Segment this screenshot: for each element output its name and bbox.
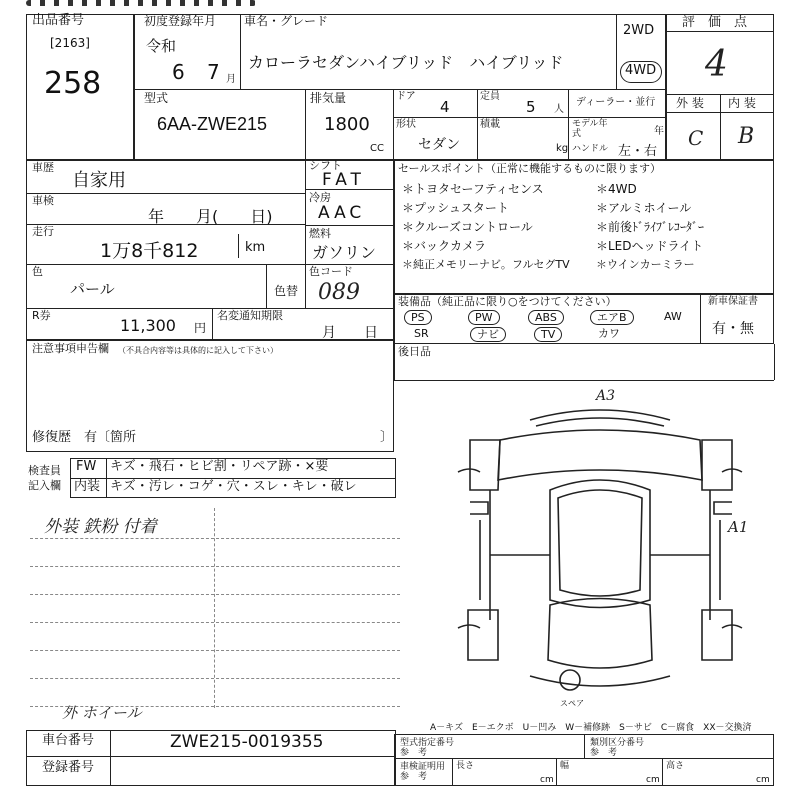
shift-label: シフト: [309, 159, 342, 172]
reg-month: 7: [207, 60, 220, 84]
inspection-label: 車検: [32, 194, 54, 207]
diagram-mark-top: A3: [596, 388, 616, 404]
selling-point: ＊クルーズコントロール: [402, 220, 533, 234]
exterior-grade: C: [688, 126, 704, 150]
lot-number: 258: [44, 66, 102, 101]
color-code-label: 色コード: [309, 265, 353, 278]
model-value: 6AA-ZWE215: [157, 114, 268, 134]
registration-label: 登録番号: [42, 760, 95, 775]
model-year-label: モデル年式: [572, 119, 608, 139]
doors-value: 4: [440, 98, 450, 116]
repair-label: 修復歴 有〔箇所: [32, 430, 137, 445]
chassis-label: 車台番号: [42, 733, 95, 748]
score-value: 4: [705, 44, 728, 85]
width-unit: cm: [646, 775, 660, 785]
divider: [134, 89, 666, 90]
color-change-label: 色替: [274, 284, 299, 298]
equipment-abs: ABS: [528, 310, 564, 325]
divider: [26, 193, 305, 194]
handle-label: ハンドル: [572, 144, 609, 154]
type-cert-label: 型式指定番号 参 考: [400, 738, 455, 758]
inspector-label: 検査員記入欄: [28, 464, 61, 492]
divider: [26, 756, 396, 757]
selling-point: ＊ウインカーミラー: [596, 258, 695, 271]
load-label: 積載: [480, 119, 500, 130]
divider: [240, 14, 241, 89]
divider: [393, 117, 666, 118]
divider: [212, 308, 213, 340]
reg-year: 6: [172, 60, 185, 84]
model-label: 型式: [144, 91, 169, 105]
diagram-mark-right: A1: [728, 518, 749, 536]
divider: [393, 89, 394, 160]
equipment-title: 装備品（純正品に限り○をつけてください）: [398, 295, 617, 308]
name-change-label: 名変通知期限: [217, 309, 283, 322]
after-items-label: 後日品: [398, 345, 431, 358]
car-diagram: [440, 380, 760, 710]
height-unit: cm: [756, 775, 770, 785]
score-label: 評 価 点: [682, 15, 748, 30]
selling-point: ＊バックカメラ: [402, 239, 487, 253]
car-name: カローラセダンハイブリッド ハイブリッド: [248, 53, 564, 72]
history-label: 車歴: [32, 161, 54, 174]
shape-value: セダン: [418, 137, 461, 153]
divider: [774, 344, 775, 380]
repair-end: 〕: [380, 430, 394, 445]
category-label: 類別区分番号 参 考: [590, 738, 645, 758]
equipment-pw: PW: [468, 310, 500, 325]
warranty-value: 有・無: [712, 321, 754, 337]
divider: [666, 31, 774, 32]
equipment-airbag: エアB: [590, 310, 634, 325]
note-line: [30, 566, 400, 567]
divider: [556, 758, 557, 786]
divider: [700, 294, 701, 344]
height-label: 高さ: [666, 761, 685, 771]
divider: [238, 234, 239, 258]
doors-label: ドア: [396, 91, 416, 102]
divider: [110, 730, 111, 786]
interior-label: 内 装: [728, 96, 756, 110]
first-reg-label: 初度登録年月: [144, 14, 217, 28]
shift-value: FAT: [322, 170, 366, 190]
kg-unit: kg: [556, 143, 569, 154]
capacity-label: 定員: [480, 91, 500, 102]
selling-point: ＊LEDヘッドライト: [596, 239, 704, 253]
divider: [305, 189, 394, 190]
divider: [26, 308, 394, 309]
equipment-sr: SR: [414, 327, 429, 340]
divider: [305, 160, 306, 264]
lot-label: 出品番号: [32, 13, 85, 28]
divider: [584, 734, 585, 758]
divider: [394, 344, 395, 380]
note-line: [30, 594, 400, 595]
width-label: 幅: [560, 761, 570, 771]
handwritten-note-2: 外 ホイール: [62, 704, 142, 722]
shape-label: 形状: [396, 119, 416, 130]
mileage-value: 1万8千812: [100, 240, 199, 262]
recycle-label: R券: [32, 309, 51, 322]
yen-unit: 円: [194, 321, 207, 335]
cc-unit: CC: [370, 143, 384, 154]
handwritten-note-1: 外装 鉄粉 付着: [44, 517, 157, 537]
vehicle-cert-label: 車検証明用 参 考: [400, 762, 446, 782]
divider: [305, 225, 394, 226]
ac-value: AAC: [318, 203, 366, 223]
fw-items: キズ・飛石・ヒビ割・リペア跡・×要: [110, 459, 329, 474]
damage-legend: A－キズ E－エクボ U－凹み W－補修跡 S－サビ C－腐食 XX－交換済: [430, 723, 752, 733]
selling-point: ＊トヨタセーフティセンス: [402, 182, 544, 196]
person-unit: 人: [554, 104, 564, 115]
interior-check-label: 内装: [74, 479, 101, 494]
divider: [616, 14, 617, 89]
era: 令和: [146, 37, 177, 55]
divider: [305, 264, 306, 308]
drive-2wd: 2WD: [623, 23, 655, 38]
exterior-label: 外 装: [676, 96, 704, 110]
drive-4wd: 4WD: [625, 63, 657, 78]
ac-label: 冷房: [309, 191, 331, 204]
equipment-tv: TV: [534, 327, 562, 342]
note-line: [30, 678, 400, 679]
notice-label: 注意事項申告欄: [32, 342, 109, 355]
selling-point: ＊アルミホイール: [596, 201, 692, 215]
spare-label: スペア: [560, 699, 584, 708]
displacement-label: 排気量: [310, 91, 347, 105]
interior-grade: B: [738, 124, 755, 149]
year-unit: 年: [654, 126, 664, 137]
warranty-label: 新車保証書: [708, 296, 758, 307]
divider: [477, 89, 478, 160]
note-line: [30, 622, 400, 623]
handle-value: 左・右: [618, 144, 658, 159]
color-label: 色: [32, 265, 43, 278]
divider: [662, 758, 663, 786]
inspection-value: 年 月( 日): [148, 207, 273, 226]
divider: [305, 89, 306, 160]
selling-point: ＊前後ﾄﾞﾗｲﾌﾞﾚｺｰﾀﾞｰ: [596, 220, 705, 234]
length-label: 長さ: [456, 761, 475, 771]
recycle-value: 11,300: [120, 316, 176, 335]
equipment-navi: ナビ: [470, 327, 506, 342]
divider: [266, 264, 267, 308]
name-change-value: 月 日: [322, 325, 378, 341]
divider: [394, 758, 774, 759]
top-dots: [26, 0, 256, 6]
length-unit: cm: [540, 775, 554, 785]
capacity-value: 5: [526, 98, 536, 116]
fw-label: FW: [76, 459, 97, 474]
note-line: [30, 650, 400, 651]
divider: [106, 458, 107, 498]
selling-point: ＊純正メモリーナビ。フルセグTV: [402, 258, 570, 271]
fuel-label: 燃料: [309, 227, 331, 240]
km-unit: km: [245, 240, 266, 255]
note-line: [30, 538, 400, 539]
chassis-value: ZWE215-0019355: [170, 732, 324, 752]
selling-point: ＊プッシュスタート: [402, 201, 509, 215]
equipment-leather: カワ: [598, 327, 620, 340]
equipment-ps: PS: [404, 310, 432, 325]
selling-points-title: セールスポイント（正常に機能するものに限ります）: [398, 162, 662, 175]
interior-items: キズ・汚レ・コゲ・穴・スレ・キレ・破レ: [110, 479, 357, 494]
notice-sub: （不具合内容等は具体的に記入して下さい）: [118, 346, 278, 355]
divider: [452, 758, 453, 786]
divider: [720, 94, 721, 160]
history-value: 自家用: [72, 170, 126, 191]
color-value: パール: [70, 280, 115, 298]
divider: [568, 89, 569, 160]
fuel-value: ガソリン: [312, 243, 377, 262]
selling-point: ＊4WD: [596, 182, 637, 196]
car-name-label: 車名・グレード: [244, 14, 329, 28]
dealer-label: ディーラー・並行: [576, 97, 656, 108]
equipment-aw: AW: [664, 310, 682, 323]
lot-code: [2163]: [50, 36, 90, 50]
displacement-value: 1800: [324, 114, 370, 135]
mileage-label: 走行: [32, 225, 54, 238]
month-unit: 月: [226, 74, 236, 85]
color-code-value: 089: [318, 280, 360, 305]
